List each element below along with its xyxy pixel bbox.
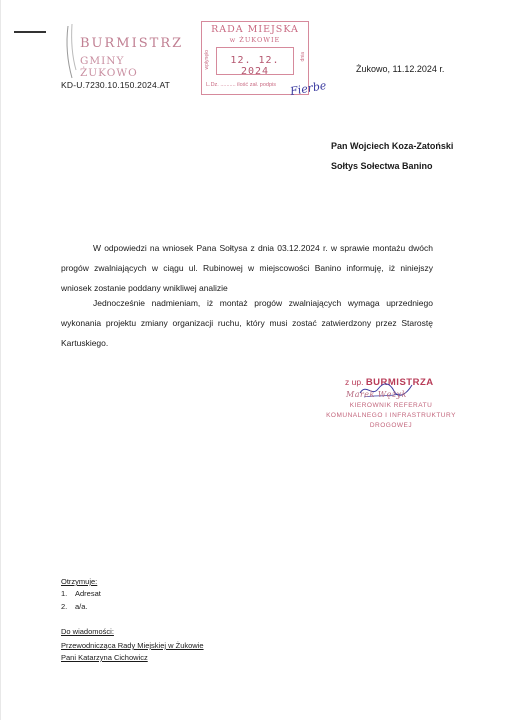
signature-stamp	[316, 373, 466, 443]
recipient-name: Pan Wojciech Koza-Zatoński	[331, 141, 454, 151]
reference-number: KD-U.7230.10.150.2024.AT	[61, 80, 171, 90]
cc-list-line: Przewodnicząca Rady Miejskiej w Żukowie	[61, 641, 204, 650]
place-and-date: Żukowo, 11.12.2024 r.	[356, 64, 445, 74]
council-stamp-side-label: wpłynęło	[204, 50, 210, 70]
council-stamp-title: RADA MIEJSKA	[211, 24, 299, 35]
office-stamp-line1: BURMISTRZ	[80, 36, 184, 51]
council-stamp-footer: L.Dz. .......... ilość zał. podpis	[206, 82, 276, 88]
signatory-role-line-3: DROGOWEJ	[369, 422, 413, 429]
handwritten-initials: Fierbe	[289, 78, 328, 99]
recipient-title: Sołtys Sołectwa Banino	[331, 161, 433, 171]
council-stamp-side-label-right: dnia	[300, 52, 306, 62]
received-list-item	[61, 589, 101, 598]
cc-list-title: Do wiadomości:	[61, 627, 114, 636]
signatory-name: Marek Wężyk	[346, 390, 407, 399]
scan-mark	[14, 31, 46, 33]
signatory-role-line-2: KOMUNALNEGO I INFRASTRUKTURY	[326, 412, 456, 419]
council-stamp-date-box	[216, 47, 294, 75]
body-paragraph-2: Jednocześnie nadmieniam, iż montaż progów zwalniających wymaga uprzedniego wykonania projektu zmiany organizacji ruchu, który musi zostać zatwierdzony przez Starostę Kartuskiego.	[61, 298, 433, 348]
cc-list-line: Pani Katarzyna Cichowicz	[61, 653, 148, 662]
received-list-item	[61, 602, 88, 611]
received-item-text: Adresat	[75, 589, 101, 598]
council-stamp-subtitle: w ŻUKOWIE	[229, 36, 281, 44]
council-stamp-date: 12. 12. 2024	[230, 55, 280, 77]
office-stamp-line2: GMINY ŻUKOWO	[80, 55, 138, 79]
signature-title: BURMISTRZA	[365, 377, 434, 388]
body-paragraph-1: W odpowiedzi na wniosek Pana Sołtysa z dnia 03.12.2024 r. w sprawie montażu dwóch progów zwalniających w ciągu ul. Rubinowej w miejscowości Banino informuję, iż niniejszy wniosek zostanie poddany wnikliwej analizie	[61, 243, 433, 293]
received-item-number: 2.	[61, 602, 68, 611]
received-item-number: 1.	[61, 589, 68, 598]
signature-prefix-text: z up.	[345, 377, 364, 387]
signatory-role-line-1: KIEROWNIK REFERATU	[349, 402, 433, 409]
office-stamp	[58, 20, 184, 80]
received-item-text: a/a.	[75, 602, 88, 611]
received-list-title: Otrzymuje:	[61, 577, 98, 586]
